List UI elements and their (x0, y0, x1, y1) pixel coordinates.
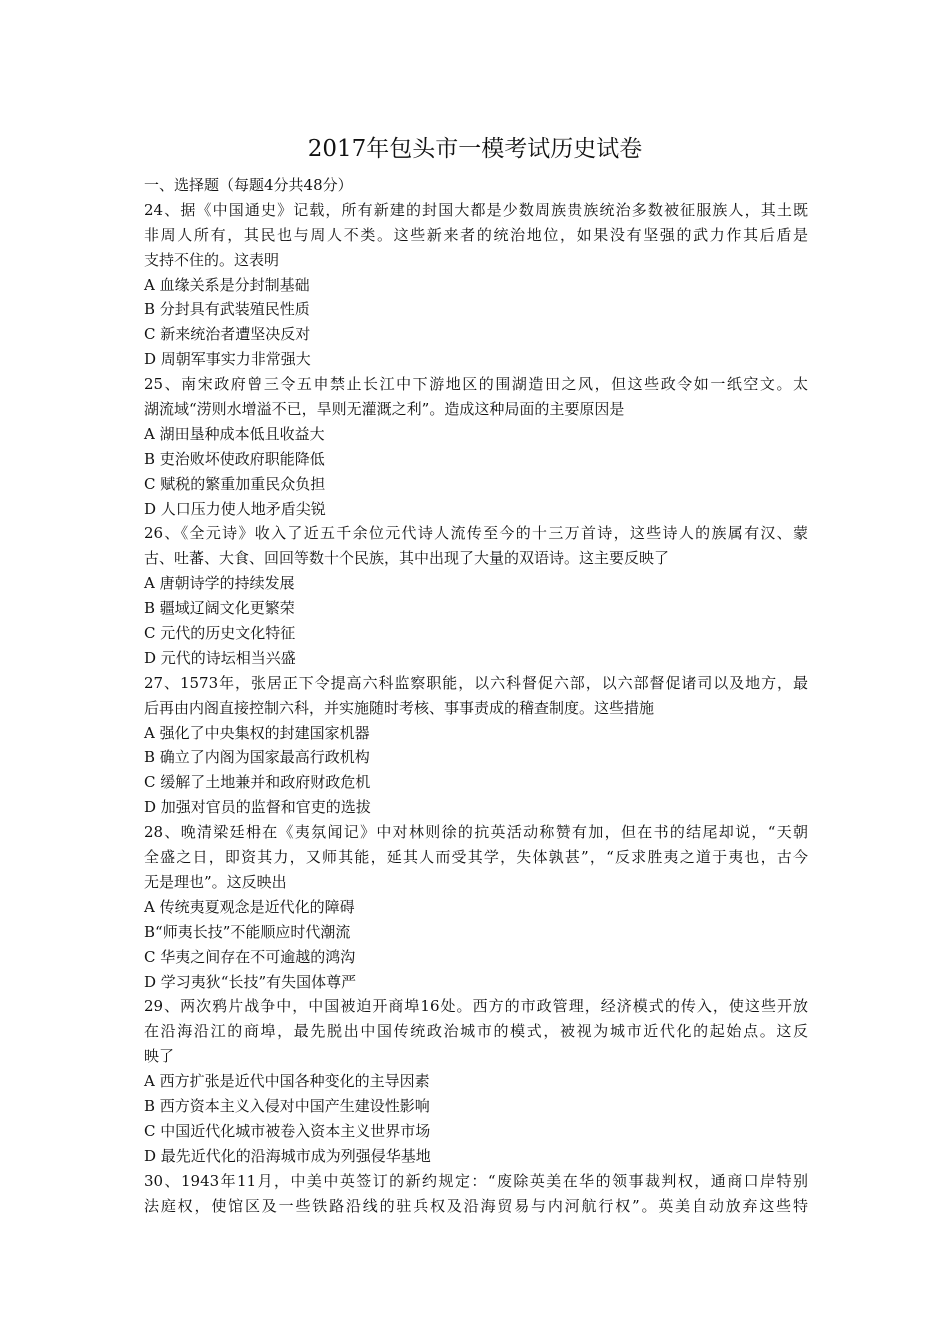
text-line: 在沿海沿江的商埠，最先脱出中国传统政治城市的模式，被视为城市近代化的起始点。这反 (144, 1022, 808, 1041)
text-line: C 新来统治者遭坚决反对 (144, 325, 311, 344)
text-line: D 周朝军事实力非常强大 (144, 350, 311, 369)
text-line: 非周人所有，其民也与周人不类。这些新来者的统治地位，如果没有坚强的武力作其后盾是 (144, 225, 808, 244)
text-line: D 最先近代化的沿海城市成为列强侵华基地 (144, 1146, 431, 1165)
text-line: C 赋税的繁重加重民众负担 (144, 474, 326, 493)
text-line: A 西方扩张是近代中国各种变化的主导因素 (144, 1072, 430, 1091)
text-line: D 人口压力使人地矛盾尖锐 (144, 499, 326, 518)
text-line: 29、两次鸦片战争中，中国被迫开商埠16处。西方的市政管理，经济模式的传入，使这些开放 (144, 997, 808, 1016)
text-line: D 元代的诗坛相当兴盛 (144, 648, 296, 667)
text-line: B 确立了内阁为国家最高行政机构 (144, 748, 370, 767)
text-line: B“师夷长技”不能顺应时代潮流 (144, 922, 351, 941)
text-line: 26、《全元诗》收入了近五千余位元代诗人流传至今的十三万首诗，这些诗人的族属有汉、蒙 (144, 524, 808, 543)
section-heading: 一、选择题（每题4分共48分） (144, 176, 353, 194)
text-line: C 华夷之间存在不可逾越的鸿沟 (144, 947, 356, 966)
text-line: B 疆域辽阔文化更繁荣 (144, 599, 295, 618)
text-line: B 分封具有武装殖民性质 (144, 300, 310, 319)
text-line: A 传统夷夏观念是近代化的障碍 (144, 897, 355, 916)
text-line: B 西方资本主义入侵对中国产生建设性影响 (144, 1096, 430, 1115)
text-line: 映了 (144, 1047, 175, 1066)
text-line: C 中国近代化城市被卷入资本主义世界市场 (144, 1121, 431, 1140)
text-line: 无是理也”。这反映出 (144, 872, 287, 891)
text-line: D 加强对官员的监督和官吏的选拔 (144, 798, 371, 817)
text-line: D 学习夷狄“长技”有失国体尊严 (144, 972, 357, 991)
text-line: B 吏治败坏使政府职能降低 (144, 449, 325, 468)
text-line: 28、晚清梁廷枏在《夷氛闻记》中对林则徐的抗英活动称赞有加，但在书的结尾却说，“天朝 (144, 823, 808, 842)
text-line: 24、据《中国通史》记载，所有新建的封国大都是少数周族贵族统治多数被征服族人，其土既 (144, 200, 808, 219)
text-line: 法庭权，使馆区及一些铁路沿线的驻兵权及沿海贸易与内河航行权”。英美自动放弃这些特 (144, 1196, 808, 1215)
text-line: 湖流域“涝则水增溢不已，旱则无灌溉之利”。造成这种局面的主要原因是 (144, 400, 625, 419)
text-line: 后再由内阁直接控制六科，并实施随时考核、事事责成的稽查制度。这些措施 (144, 698, 655, 717)
text-line: C 元代的历史文化特征 (144, 624, 296, 643)
text-line: 25、南宋政府曾三令五申禁止长江中下游地区的围湖造田之风，但这些政令如一纸空文。太 (144, 375, 808, 394)
text-line: 27、1573年，张居正下令提高六科监察职能，以六科督促六部，以六部督促诸司以及地方，最 (144, 673, 808, 692)
text-line: 古、吐蕃、大食、回回等数十个民族，其中出现了大量的双语诗。这主要反映了 (144, 549, 670, 568)
page-title: 2017年包头市一模考试历史试卷 (307, 136, 643, 162)
text-line: A 湖田垦种成本低且收益大 (144, 424, 325, 443)
text-line: A 唐朝诗学的持续发展 (144, 574, 295, 593)
text-line: A 强化了中央集权的封建国家机器 (144, 723, 370, 742)
text-line: 全盛之日，即资其力，又师其能，延其人而受其学，失体孰甚”，“反求胜夷之道于夷也，古今 (144, 848, 808, 867)
exam-content (144, 173, 808, 1218)
text-line: A 血缘关系是分封制基础 (144, 275, 310, 294)
text-line: C 缓解了土地兼并和政府财政危机 (144, 773, 371, 792)
text-line: 30、1943年11月，中美中英签订的新约规定：“废除英美在华的领事裁判权，通商口岸特别 (144, 1171, 808, 1190)
text-line: 支持不住的。这表明 (144, 250, 280, 269)
